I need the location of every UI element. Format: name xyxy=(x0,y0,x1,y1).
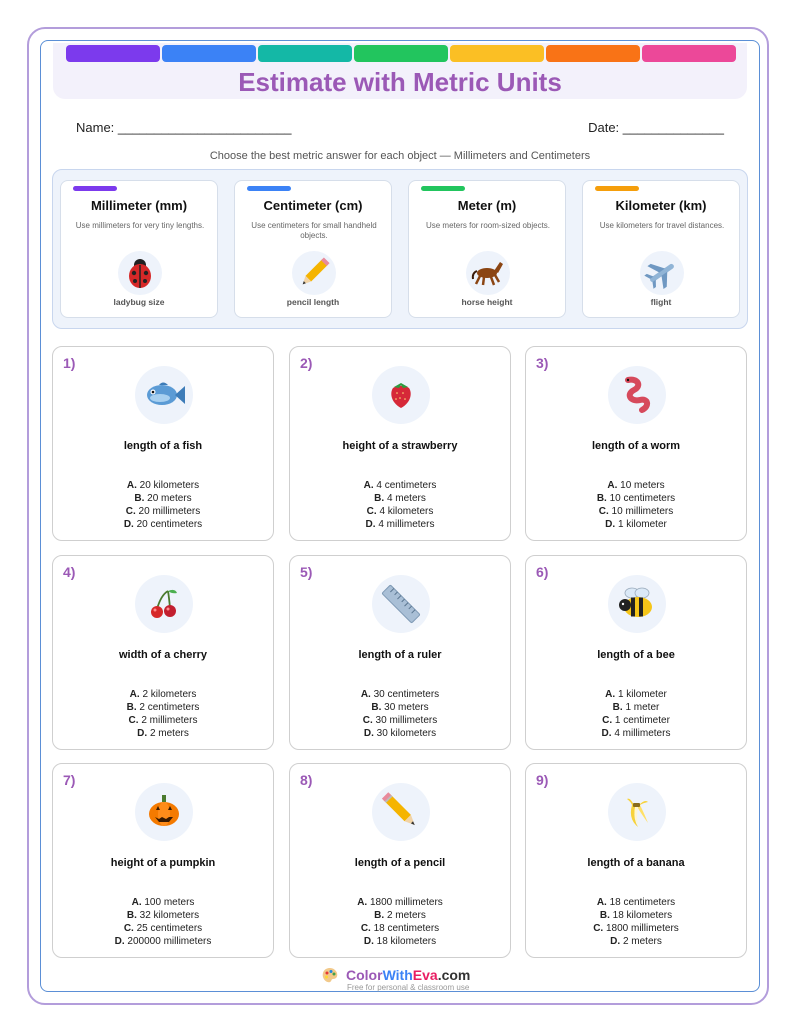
question-number: 2) xyxy=(300,355,313,371)
footer-tagline: Free for personal & classroom use xyxy=(347,983,470,992)
question-text: height of a strawberry xyxy=(342,440,458,452)
option-letter: B. xyxy=(612,702,623,713)
question-text: length of a banana xyxy=(587,857,685,869)
option-letter: D. xyxy=(605,519,616,530)
option-letter: B. xyxy=(126,910,137,921)
option-letter: A. xyxy=(357,897,368,908)
pumpkin-icon xyxy=(135,783,193,841)
fish-icon xyxy=(135,366,193,424)
question-text: length of a ruler xyxy=(358,649,442,661)
option-text: 10 centimeters xyxy=(609,493,676,504)
airplane-icon xyxy=(640,251,684,295)
option-b[interactable] xyxy=(53,909,273,922)
option-text: 2 meters xyxy=(386,910,426,921)
option-letter: B. xyxy=(371,702,382,713)
option-letter: D. xyxy=(363,728,374,739)
option-letter: A. xyxy=(360,689,371,700)
reference-card-kilometer xyxy=(582,180,740,318)
option-letter: B. xyxy=(126,702,137,713)
reference-description: Use meters for room-sized objects. xyxy=(425,221,551,230)
option-letter: C. xyxy=(366,506,377,517)
option-letter: A. xyxy=(596,897,607,908)
option-text: 18 kilometers xyxy=(612,910,673,921)
question-card-6 xyxy=(525,555,747,750)
reference-description: Use kilometers for travel distances. xyxy=(599,221,725,230)
option-c[interactable] xyxy=(290,505,510,518)
option-text: 18 centimeters xyxy=(609,897,676,908)
brand-part: Color xyxy=(346,967,383,983)
option-letter: D. xyxy=(610,936,621,947)
reference-color-bar xyxy=(247,186,291,191)
question-number: 5) xyxy=(300,564,313,580)
question-text: length of a fish xyxy=(123,440,203,452)
option-text: 1 centimeter xyxy=(614,715,670,726)
question-card-5 xyxy=(289,555,511,750)
question-text: length of a worm xyxy=(592,440,680,452)
option-text: 20 centimeters xyxy=(136,519,203,530)
question-text: width of a cherry xyxy=(118,649,208,661)
option-letter: D. xyxy=(114,936,125,947)
option-letter: B. xyxy=(374,910,385,921)
option-letter: B. xyxy=(374,493,385,504)
banana-icon xyxy=(608,783,666,841)
option-text: 30 millimeters xyxy=(375,715,438,726)
reference-caption: pencil length xyxy=(286,297,340,307)
reference-title: Meter (m) xyxy=(457,198,517,213)
reference-description: Use centimeters for small handheld objects. xyxy=(251,221,377,240)
option-b[interactable] xyxy=(526,492,746,505)
option-text: 20 meters xyxy=(147,493,192,504)
option-letter: A. xyxy=(607,480,618,491)
color-bar-segment xyxy=(642,45,736,62)
option-c[interactable] xyxy=(526,714,746,727)
option-text: 2 kilometers xyxy=(142,689,197,700)
option-text: 1 kilometer xyxy=(617,689,667,700)
option-text: 1800 millimeters xyxy=(369,897,443,908)
option-c[interactable] xyxy=(53,714,273,727)
question-number: 8) xyxy=(300,772,313,788)
option-letter: A. xyxy=(129,689,140,700)
option-a[interactable] xyxy=(526,896,746,909)
option-text: 1 meter xyxy=(625,702,660,713)
pencil-icon xyxy=(292,251,336,295)
option-d[interactable] xyxy=(290,935,510,948)
option-text: 4 centimeters xyxy=(376,480,437,491)
reference-color-bar xyxy=(73,186,117,191)
reference-card-meter xyxy=(408,180,566,318)
option-text: 2 meters xyxy=(149,728,189,739)
question-number: 1) xyxy=(63,355,76,371)
question-card-2 xyxy=(289,346,511,541)
option-d[interactable] xyxy=(290,727,510,740)
answer-options xyxy=(290,896,510,948)
question-card-1 xyxy=(52,346,274,541)
option-letter: C. xyxy=(360,923,371,934)
question-text: length of a pencil xyxy=(354,857,446,869)
answer-options xyxy=(526,688,746,740)
option-text: 4 millimeters xyxy=(378,519,435,530)
question-card-3 xyxy=(525,346,747,541)
option-text: 4 kilometers xyxy=(379,506,434,517)
brand-logo-text[interactable] xyxy=(346,967,470,983)
option-a[interactable] xyxy=(526,479,746,492)
option-letter: A. xyxy=(605,689,616,700)
option-c[interactable] xyxy=(526,922,746,935)
option-a[interactable] xyxy=(290,479,510,492)
reference-title: Millimeter (mm) xyxy=(90,198,188,213)
option-text: 1 kilometer xyxy=(617,519,667,530)
instructions: Choose the best metric answer for each object — Millimeters and Centimeters xyxy=(209,150,591,162)
reference-card-centimeter xyxy=(234,180,392,318)
color-bar-segment xyxy=(258,45,352,62)
option-text: 30 meters xyxy=(384,702,429,713)
ruler-icon xyxy=(372,575,430,633)
option-d[interactable] xyxy=(290,518,510,531)
option-letter: D. xyxy=(365,519,376,530)
color-bar-strip xyxy=(66,45,736,62)
option-letter: C. xyxy=(602,715,613,726)
option-c[interactable] xyxy=(526,505,746,518)
option-text: 1800 millimeters xyxy=(605,923,679,934)
option-c[interactable] xyxy=(290,714,510,727)
option-text: 4 millimeters xyxy=(614,728,671,739)
color-bar-segment xyxy=(354,45,448,62)
option-b[interactable] xyxy=(290,701,510,714)
option-a[interactable] xyxy=(53,688,273,701)
option-c[interactable] xyxy=(53,922,273,935)
reference-caption: flight xyxy=(650,297,672,307)
page-title: Estimate with Metric Units xyxy=(238,67,562,97)
question-number: 3) xyxy=(536,355,549,371)
option-letter: C. xyxy=(128,715,139,726)
option-text: 100 meters xyxy=(144,897,195,908)
option-b[interactable] xyxy=(526,701,746,714)
question-card-7 xyxy=(52,763,274,958)
option-text: 25 centimeters xyxy=(136,923,203,934)
option-d[interactable] xyxy=(53,935,273,948)
horse-icon xyxy=(466,251,510,295)
option-a[interactable] xyxy=(53,896,273,909)
option-letter: B. xyxy=(599,910,610,921)
option-text: 2 meters xyxy=(622,936,662,947)
option-text: 32 kilometers xyxy=(139,910,200,921)
question-card-4 xyxy=(52,555,274,750)
option-letter: B. xyxy=(134,493,145,504)
option-b[interactable] xyxy=(290,492,510,505)
option-text: 20 kilometers xyxy=(139,480,200,491)
option-c[interactable] xyxy=(53,505,273,518)
option-letter: C. xyxy=(362,715,373,726)
color-bar-segment xyxy=(546,45,640,62)
ladybug-icon xyxy=(118,251,162,295)
option-text: 4 meters xyxy=(386,493,426,504)
reference-title: Kilometer (km) xyxy=(615,198,707,213)
option-d[interactable] xyxy=(526,935,746,948)
option-b[interactable] xyxy=(526,909,746,922)
question-card-9 xyxy=(525,763,747,958)
option-a[interactable] xyxy=(290,688,510,701)
name-field[interactable]: Name: ________________________ xyxy=(76,120,292,135)
option-letter: D. xyxy=(123,519,134,530)
option-text: 30 centimeters xyxy=(373,689,440,700)
question-number: 7) xyxy=(63,772,76,788)
question-card-8 xyxy=(289,763,511,958)
option-letter: D. xyxy=(137,728,148,739)
date-field[interactable]: Date: ______________ xyxy=(588,120,724,135)
question-number: 6) xyxy=(536,564,549,580)
option-letter: A. xyxy=(363,480,374,491)
option-letter: D. xyxy=(601,728,612,739)
option-text: 2 millimeters xyxy=(141,715,198,726)
answer-options xyxy=(53,896,273,948)
option-letter: C. xyxy=(598,506,609,517)
option-text: 10 meters xyxy=(620,480,665,491)
question-text: length of a bee xyxy=(597,649,675,661)
reference-caption: horse height xyxy=(461,297,513,307)
option-letter: A. xyxy=(131,897,142,908)
cherry-icon xyxy=(135,575,193,633)
brand-part: Eva xyxy=(412,967,438,983)
answer-options xyxy=(290,479,510,531)
option-letter: B. xyxy=(596,493,607,504)
option-d[interactable] xyxy=(53,727,273,740)
reference-color-bar xyxy=(421,186,465,191)
option-text: 18 kilometers xyxy=(376,936,437,947)
reference-caption: ladybug size xyxy=(113,297,165,307)
option-b[interactable] xyxy=(290,909,510,922)
option-text: 20 millimeters xyxy=(138,506,201,517)
palette-icon xyxy=(320,966,340,986)
option-letter: C. xyxy=(593,923,604,934)
option-d[interactable] xyxy=(526,518,746,531)
reference-color-bar xyxy=(595,186,639,191)
question-number: 9) xyxy=(536,772,549,788)
question-number: 4) xyxy=(63,564,76,580)
answer-options xyxy=(526,479,746,531)
option-a[interactable] xyxy=(526,688,746,701)
option-text: 10 millimeters xyxy=(611,506,674,517)
brand-part: With xyxy=(382,967,413,983)
reference-card-millimeter xyxy=(60,180,218,318)
reference-description: Use millimeters for very tiny lengths. xyxy=(75,221,205,230)
answer-options xyxy=(53,688,273,740)
worm-icon xyxy=(608,366,666,424)
reference-title: Centimeter (cm) xyxy=(263,198,363,213)
option-letter: C. xyxy=(123,923,134,934)
option-d[interactable] xyxy=(526,727,746,740)
option-text: 18 centimeters xyxy=(373,923,440,934)
option-a[interactable] xyxy=(290,896,510,909)
color-bar-segment xyxy=(66,45,160,62)
option-text: 200000 millimeters xyxy=(127,936,212,947)
pencil-icon xyxy=(372,783,430,841)
option-letter: D. xyxy=(363,936,374,947)
option-b[interactable] xyxy=(53,492,273,505)
color-bar-segment xyxy=(450,45,544,62)
option-letter: C. xyxy=(125,506,136,517)
answer-options xyxy=(290,688,510,740)
option-letter: A. xyxy=(126,480,137,491)
option-text: 30 kilometers xyxy=(376,728,437,739)
answer-options xyxy=(526,896,746,948)
answer-options xyxy=(53,479,273,531)
option-c[interactable] xyxy=(290,922,510,935)
strawberry-icon xyxy=(372,366,430,424)
option-a[interactable] xyxy=(53,479,273,492)
brand-part: .com xyxy=(437,967,471,983)
option-b[interactable] xyxy=(53,701,273,714)
option-d[interactable] xyxy=(53,518,273,531)
option-text: 2 centimeters xyxy=(139,702,200,713)
bee-icon xyxy=(608,575,666,633)
color-bar-segment xyxy=(162,45,256,62)
question-text: height of a pumpkin xyxy=(110,857,216,869)
